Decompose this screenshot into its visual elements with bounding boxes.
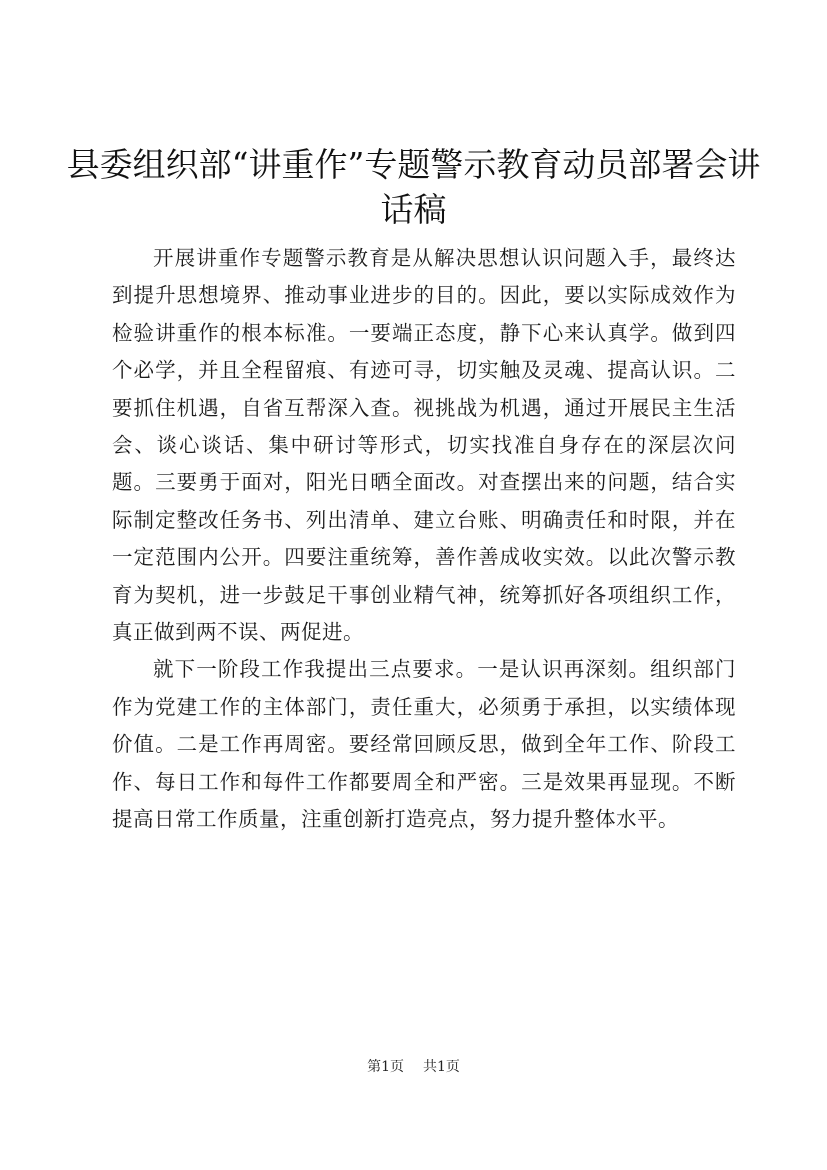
- page-footer: [0, 1056, 827, 1076]
- paragraph-2: 就下一阶段工作我提出三点要求。一是认识再深刻。组织部门作为党建工作的主体部门，责任重大，必须勇于承担，以实绩体现价值。二是工作再周密。要经常回顾反思，做到全年工作、阶段工作、每日工作和每件工作都要周全和严密。三是效果再显现。不断提高日常工作质量，注重创新打造亮点，努力提升整体水平。: [112, 657, 736, 832]
- document-title: 县委组织部“讲重作”专题警示教育动员部署会讲话稿: [66, 145, 761, 229]
- document-body: [112, 240, 736, 839]
- page-total: 共1页: [422, 1059, 460, 1075]
- page-number: 第1页: [367, 1059, 405, 1075]
- paragraph-1: 开展讲重作专题警示教育是从解决思想认识问题入手，最终达到提升思想境界、推动事业进步的目的。因此，要以实际成效作为检验讲重作的根本标准。一要端正态度，静下心来认真学。做到四个必学，并且全程留痕、有迹可寻，切实触及灵魂、提高认识。二要抓住机遇，自省互帮深入查。视挑战为机遇，通过开展民主生活会、谈心谈话、集中研讨等形式，切实找准自身存在的深层次问题。三要勇于面对，阳光日晒全面改。对查摆出来的问题，结合实际制定整改任务书、列出清单、建立台账、明确责任和时限，并在一定范围内公开。四要注重统筹，善作善成收实效。以此次警示教育为契机，进一步鼓足干事创业精气神，统筹抓好各项组织工作，真正做到两不误、两促进。: [112, 246, 736, 645]
